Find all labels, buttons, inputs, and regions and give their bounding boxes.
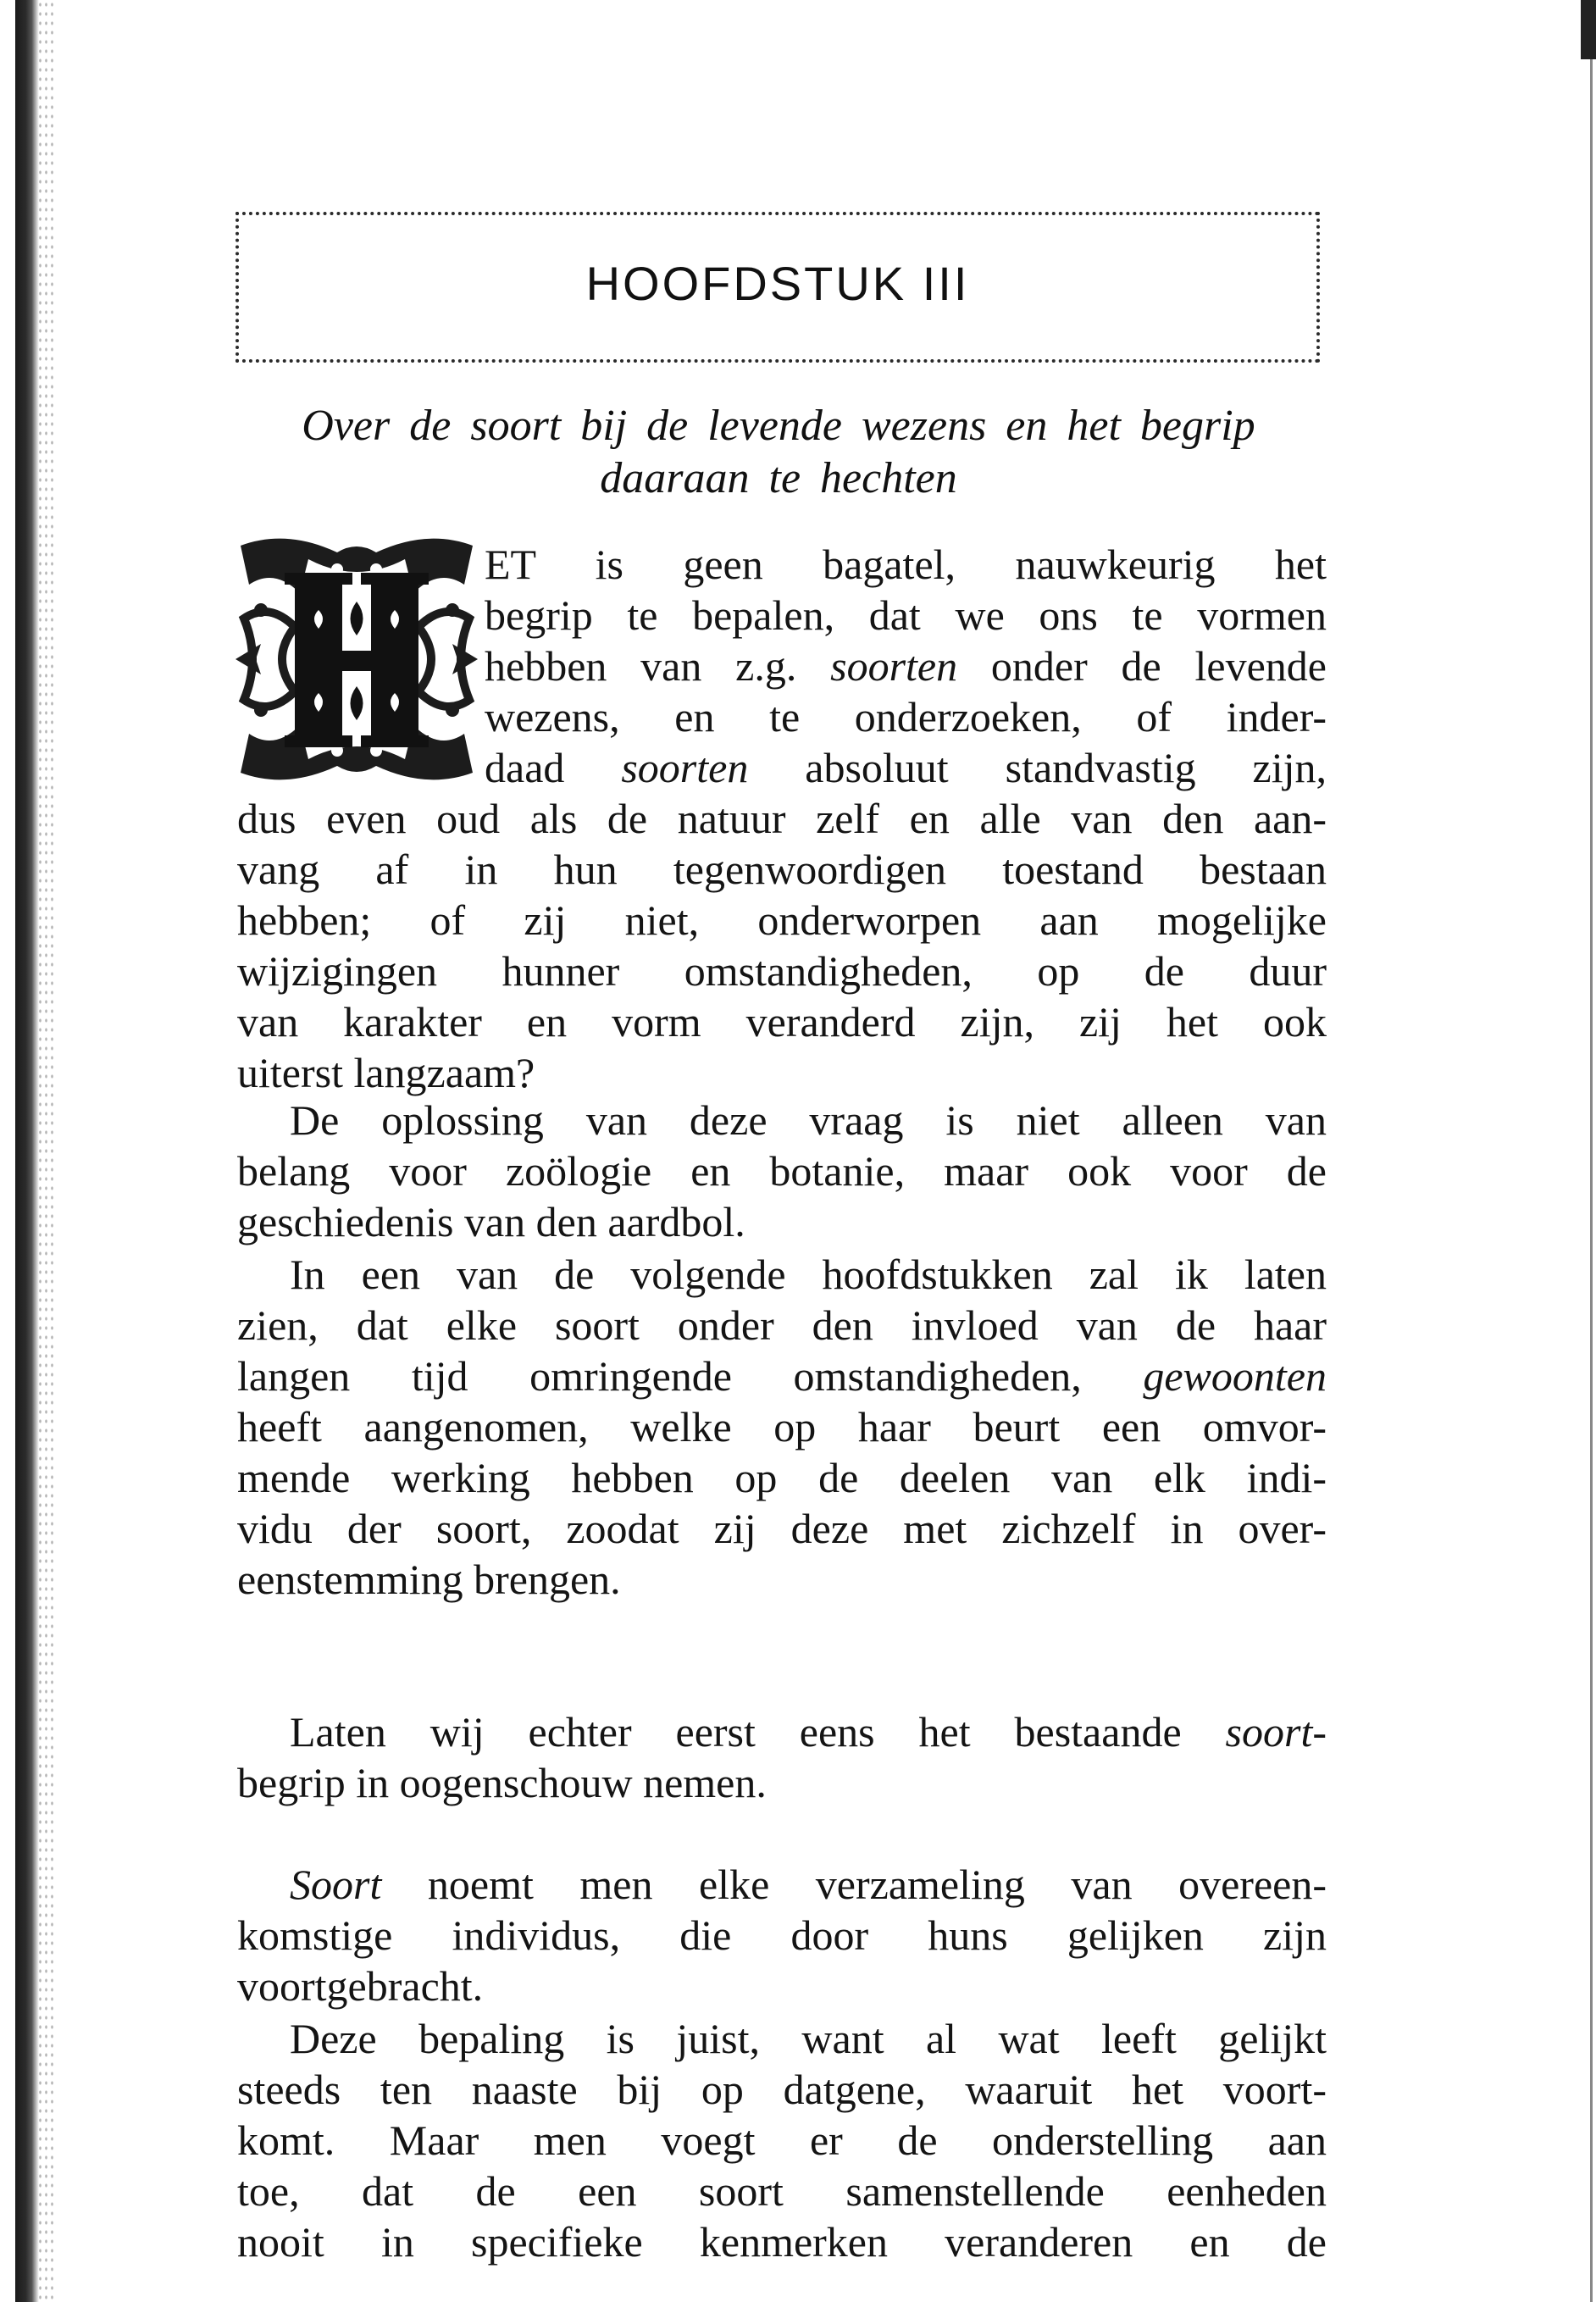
text-segment: zien, dat elke soort onder den invloed van de haar — [237, 1301, 1327, 1349]
text-segment: daad — [485, 744, 622, 791]
text-segment: vidu der soort, zoodat zij deze met zichzelf in over- — [237, 1505, 1327, 1552]
text-line — [237, 996, 1327, 1047]
text-segment: toe, dat de een soort samenstellende eenheden — [237, 2167, 1327, 2215]
text-line — [237, 1401, 1327, 1452]
text-line — [237, 1961, 1327, 2011]
text-segment: hebben van z.g. — [485, 642, 831, 690]
subtitle-line-2: daaraan te hechten — [600, 454, 957, 502]
text-segment: eenstemming brengen. — [237, 1556, 621, 1603]
text-segment: Deze bepaling is juist, want al wat leeft gelijkt — [290, 2015, 1327, 2062]
chapter-subtitle — [236, 400, 1322, 505]
chapter-heading-frame — [236, 212, 1320, 363]
page-edge-right — [1590, 0, 1593, 2302]
text-line — [290, 1249, 1327, 1300]
text-line — [237, 1503, 1327, 1554]
text-segment: De oplossing van deze vraag is niet alleen van — [290, 1096, 1327, 1144]
text-segment: In een van de volgende hoofdstukken zal ik laten — [290, 1251, 1327, 1298]
text-segment: begrip te bepalen, dat we ons te vormen — [485, 591, 1327, 639]
chapter-title: HOOFDSTUK III — [585, 257, 970, 310]
text-segment: van karakter en vorm veranderd zijn, zij het ook — [237, 998, 1327, 1046]
text-line — [237, 1452, 1327, 1503]
text-line — [237, 1300, 1327, 1351]
text-segment: onder de levende — [957, 642, 1327, 690]
text-line — [290, 1859, 1327, 1910]
text-line — [237, 793, 1327, 844]
text-segment: steeds ten naaste bij op datgene, waaruit het voort- — [237, 2066, 1327, 2113]
text-line — [237, 2064, 1327, 2115]
text-segment: noemt men elke verzameling van overeen- — [381, 1861, 1327, 1908]
text-line — [485, 641, 1327, 691]
text-segment: komt. Maar men voegt er de onderstelling aan — [237, 2116, 1327, 2164]
text-segment: wijzigingen hunner omstandigheden, op de duur — [237, 947, 1327, 995]
text-line — [237, 1196, 1327, 1247]
page-corner-mark — [1581, 0, 1596, 59]
text-line — [237, 2216, 1327, 2267]
text-segment: hebben; of zij niet, onderworpen aan mogelijke — [237, 896, 1327, 944]
text-segment: langen tijd omringende omstandigheden, — [237, 1352, 1144, 1400]
text-line — [237, 1757, 1327, 1808]
text-segment: mende werking hebben op de deelen van elk indi- — [237, 1454, 1327, 1501]
text-line — [237, 946, 1327, 996]
text-line — [237, 2115, 1327, 2166]
text-segment: Laten wij echter eerst eens het bestaande — [290, 1708, 1226, 1756]
text-line — [485, 590, 1327, 641]
text-line — [237, 895, 1327, 946]
text-line — [237, 1910, 1327, 1961]
text-segment: soorten — [621, 744, 749, 791]
text-segment: dus even oud als de natuur zelf en alle van den aan- — [237, 795, 1327, 842]
text-line — [237, 2166, 1327, 2216]
text-line — [237, 1047, 1327, 1098]
text-line — [290, 1095, 1327, 1145]
page-edge-left — [15, 0, 39, 2302]
text-segment: belang voor zoölogie en botanie, maar ook voor de — [237, 1147, 1327, 1195]
decorated-initial-h — [236, 534, 478, 785]
text-line — [237, 1554, 1327, 1605]
text-line — [290, 2013, 1327, 2064]
text-segment: absoluut standvastig zijn, — [748, 744, 1327, 791]
subtitle-line-1: Over de soort bij de levende wezens en het begrip — [302, 402, 1255, 450]
text-line — [290, 1706, 1327, 1757]
text-line — [485, 742, 1327, 793]
text-segment: soort- — [1225, 1708, 1327, 1756]
text-line — [237, 844, 1327, 895]
text-segment: geschiedenis van den aardbol. — [237, 1198, 745, 1245]
text-segment: gewoonten — [1143, 1352, 1327, 1400]
text-line — [485, 539, 1327, 590]
text-segment: nooit in specifieke kenmerken veranderen en de — [237, 2218, 1327, 2266]
text-segment: uiterst langzaam? — [237, 1049, 535, 1096]
text-segment: Soort — [290, 1861, 382, 1908]
text-line — [237, 1351, 1327, 1401]
text-segment: komstige individus, die door huns gelijken zijn — [237, 1911, 1327, 1959]
page-edge-speckle — [37, 0, 56, 2302]
text-segment: wezens, en te onderzoeken, of inder- — [485, 693, 1327, 741]
text-segment: ET is geen bagatel, nauwkeurig het — [485, 541, 1327, 588]
text-segment: heeft aangenomen, welke op haar beurt een omvor- — [237, 1403, 1327, 1451]
text-segment: vang af in hun tegenwoordigen toestand bestaan — [237, 846, 1327, 893]
text-segment: soorten — [830, 642, 958, 690]
text-line — [237, 1145, 1327, 1196]
text-segment: voortgebracht. — [237, 1962, 484, 2010]
text-segment: begrip in oogenschouw nemen. — [237, 1759, 767, 1806]
text-line — [485, 691, 1327, 742]
